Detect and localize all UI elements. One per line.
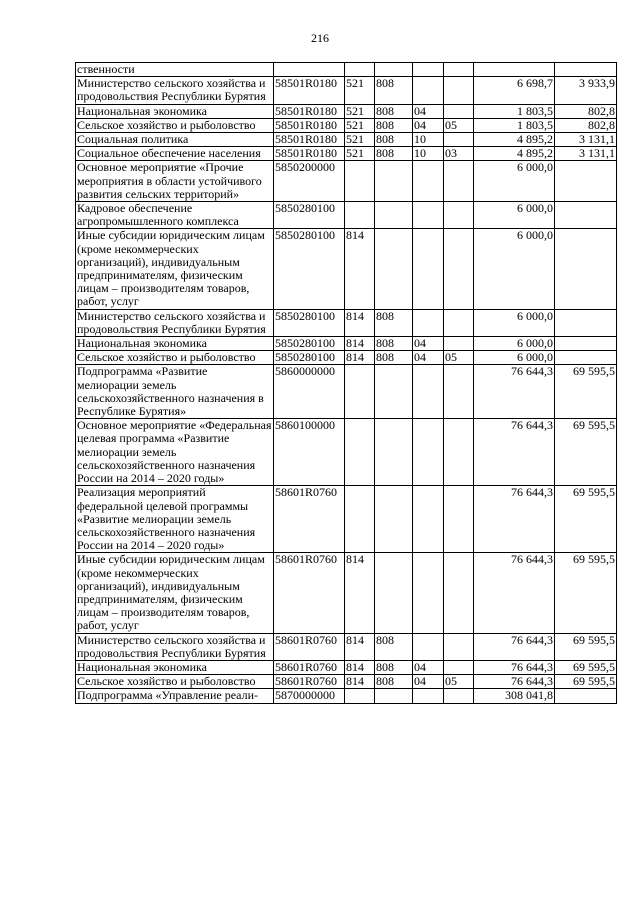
target-article-code: 5850280100 [274,202,345,229]
amount-year-1: 76 644,3 [474,553,555,633]
target-article-code: 58501R0180 [274,147,345,161]
ministry-code: 808 [375,351,413,365]
amount-year-1: 6 000,0 [474,229,555,309]
row-name: Иные субсидии юридическим лицам (кроме некоммерческих организаций), индивидуальным предпринимателям, физическим лицам – производителям товаров, работ, услуг [76,229,274,309]
target-article-code: 58601R0760 [274,486,345,553]
table-row [76,229,617,309]
section-code [413,633,444,660]
amount-year-2: 69 595,5 [555,365,617,419]
section-code [413,77,444,104]
expense-type-code [345,365,375,419]
amount-year-1: 6 000,0 [474,202,555,229]
ministry-code: 808 [375,77,413,104]
amount-year-2: 3 933,9 [555,77,617,104]
subsection-code [444,419,474,486]
target-article-code: 5850280100 [274,337,345,351]
amount-year-2: 69 595,5 [555,553,617,633]
expense-type-code [345,161,375,202]
amount-year-2 [555,63,617,77]
expense-type-code: 521 [345,147,375,161]
table-row [76,365,617,419]
amount-year-1: 4 895,2 [474,147,555,161]
amount-year-1: 76 644,3 [474,675,555,689]
table-row [76,118,617,132]
expense-type-code [345,419,375,486]
ministry-code [375,161,413,202]
table-row [76,337,617,351]
amount-year-1: 6 000,0 [474,337,555,351]
subsection-code [444,486,474,553]
section-code [413,689,444,703]
row-name: Министерство сельского хозяйства и продовольствия Республики Бурятия [76,77,274,104]
amount-year-2 [555,202,617,229]
ministry-code [375,689,413,703]
table-body [76,63,617,704]
section-code: 04 [413,351,444,365]
row-name: Министерство сельского хозяйства и продовольствия Республики Бурятия [76,309,274,336]
table-row [76,351,617,365]
subsection-code [444,63,474,77]
amount-year-1: 76 644,3 [474,660,555,674]
subsection-code [444,365,474,419]
target-article-code: 5850280100 [274,229,345,309]
expense-type-code: 521 [345,133,375,147]
expense-type-code: 814 [345,633,375,660]
table-row [76,161,617,202]
table-row [76,675,617,689]
section-code [413,365,444,419]
expense-type-code [345,63,375,77]
ministry-code: 808 [375,660,413,674]
subsection-code [444,77,474,104]
ministry-code: 808 [375,118,413,132]
ministry-code [375,365,413,419]
amount-year-1: 1 803,5 [474,104,555,118]
ministry-code: 808 [375,309,413,336]
expense-type-code: 521 [345,77,375,104]
target-article-code: 58601R0760 [274,675,345,689]
subsection-code [444,660,474,674]
target-article-code: 5850280100 [274,309,345,336]
section-code: 04 [413,104,444,118]
row-name: Подпрограмма «Развитие мелиорации земель сельскохозяйственного назначения в Республике Бурятия» [76,365,274,419]
amount-year-2: 69 595,5 [555,633,617,660]
subsection-code: 05 [444,351,474,365]
subsection-code [444,633,474,660]
row-name: Социальное обеспечение населения [76,147,274,161]
subsection-code [444,133,474,147]
row-name: Министерство сельского хозяйства и продовольствия Республики Бурятия [76,633,274,660]
target-article-code: 58601R0760 [274,660,345,674]
expense-type-code: 814 [345,229,375,309]
amount-year-1: 6 000,0 [474,161,555,202]
table-row [76,63,617,77]
expense-type-code: 521 [345,118,375,132]
table-row [76,486,617,553]
expense-type-code: 814 [345,660,375,674]
row-name: Сельское хозяйство и рыболовство [76,118,274,132]
amount-year-1: 76 644,3 [474,633,555,660]
table-row [76,133,617,147]
amount-year-2 [555,337,617,351]
row-name: Иные субсидии юридическим лицам (кроме некоммерческих организаций), индивидуальным предпринимателям, физическим лицам – производителям товаров, работ, услуг [76,553,274,633]
page-number: 216 [311,31,329,45]
section-code [413,419,444,486]
amount-year-2: 69 595,5 [555,675,617,689]
amount-year-2: 3 131,1 [555,147,617,161]
subsection-code: 03 [444,147,474,161]
section-code [413,161,444,202]
ministry-code: 808 [375,675,413,689]
table-row [76,660,617,674]
amount-year-1 [474,63,555,77]
subsection-code [444,553,474,633]
amount-year-2 [555,309,617,336]
row-name: Реализация мероприятий федеральной целевой программы «Развитие мелиорации земель сельскохозяйственного назначения России на 2014 – 2020 годы» [76,486,274,553]
target-article-code: 5870000000 [274,689,345,703]
row-name: Кадровое обеспечение агропромышленного комплекса [76,202,274,229]
table-row [76,419,617,486]
ministry-code [375,553,413,633]
ministry-code [375,202,413,229]
row-name: Сельское хозяйство и рыболовство [76,675,274,689]
section-code [413,202,444,229]
row-name: Национальная экономика [76,104,274,118]
subsection-code [444,202,474,229]
expense-type-code: 521 [345,104,375,118]
table-row [76,553,617,633]
target-article-code [274,63,345,77]
ministry-code: 808 [375,133,413,147]
amount-year-1: 76 644,3 [474,419,555,486]
ministry-code: 808 [375,104,413,118]
row-name: Национальная экономика [76,337,274,351]
table-row [76,689,617,703]
amount-year-1: 76 644,3 [474,486,555,553]
row-name: Основное мероприятие «Федеральная целевая программа «Развитие мелиорации земель сельскохозяйственного назначения России на 2014 – 2020 годы» [77,418,272,486]
amount-year-2: 3 131,1 [555,133,617,147]
amount-year-2 [555,161,617,202]
row-name: Подпрограмма «Управление реали- [76,689,274,703]
section-code: 04 [413,660,444,674]
expense-type-code [345,486,375,553]
budget-table [75,62,617,704]
target-article-code: 5860100000 [274,419,345,486]
section-code [413,63,444,77]
row-name: Сельское хозяйство и рыболовство [76,351,274,365]
amount-year-1: 1 803,5 [474,118,555,132]
row-name: Социальная политика [76,133,274,147]
expense-type-code: 814 [345,553,375,633]
subsection-code [444,309,474,336]
section-code [413,229,444,309]
expense-type-code: 814 [345,675,375,689]
amount-year-1: 4 895,2 [474,133,555,147]
subsection-code [444,229,474,309]
target-article-code: 58501R0180 [274,133,345,147]
amount-year-2: 802,8 [555,104,617,118]
section-code: 04 [413,337,444,351]
target-article-code: 5850200000 [274,161,345,202]
ministry-code [375,419,413,486]
ministry-code [375,229,413,309]
amount-year-1: 6 000,0 [474,309,555,336]
amount-year-2: 69 595,5 [555,660,617,674]
table-row [76,147,617,161]
subsection-code [444,104,474,118]
section-code [413,486,444,553]
amount-year-2 [555,689,617,703]
table-row [76,633,617,660]
table-row [76,104,617,118]
ministry-code [375,63,413,77]
target-article-code: 58601R0760 [274,553,345,633]
amount-year-1: 308 041,8 [474,689,555,703]
amount-year-1: 6 000,0 [474,351,555,365]
amount-year-2 [555,351,617,365]
target-article-code: 58501R0180 [274,118,345,132]
target-article-code: 58501R0180 [274,104,345,118]
expense-type-code: 814 [345,337,375,351]
table-row [76,202,617,229]
section-code: 04 [413,675,444,689]
amount-year-2: 802,8 [555,118,617,132]
ministry-code: 808 [375,633,413,660]
amount-year-1: 6 698,7 [474,77,555,104]
expense-type-code: 814 [345,351,375,365]
subsection-code: 05 [444,118,474,132]
section-code: 04 [413,118,444,132]
ministry-code: 808 [375,147,413,161]
expense-type-code [345,689,375,703]
subsection-code [444,161,474,202]
amount-year-2: 69 595,5 [555,419,617,486]
expense-type-code [345,202,375,229]
table-row [76,309,617,336]
ministry-code [375,486,413,553]
target-article-code: 5860000000 [274,365,345,419]
amount-year-2 [555,229,617,309]
subsection-code [444,689,474,703]
subsection-code [444,337,474,351]
row-name: Национальная экономика [76,660,274,674]
section-code [413,309,444,336]
ministry-code: 808 [375,337,413,351]
row-name: Основное мероприятие «Прочие мероприятия в области устойчивого развития сельских территорий» [76,161,274,202]
subsection-code: 05 [444,675,474,689]
section-code [413,553,444,633]
section-code: 10 [413,147,444,161]
row-name: ственности [76,63,274,77]
section-code: 10 [413,133,444,147]
target-article-code: 5850280100 [274,351,345,365]
table-row [76,77,617,104]
target-article-code: 58601R0760 [274,633,345,660]
amount-year-2: 69 595,5 [555,486,617,553]
amount-year-1: 76 644,3 [474,365,555,419]
expense-type-code: 814 [345,309,375,336]
target-article-code: 58501R0180 [274,77,345,104]
